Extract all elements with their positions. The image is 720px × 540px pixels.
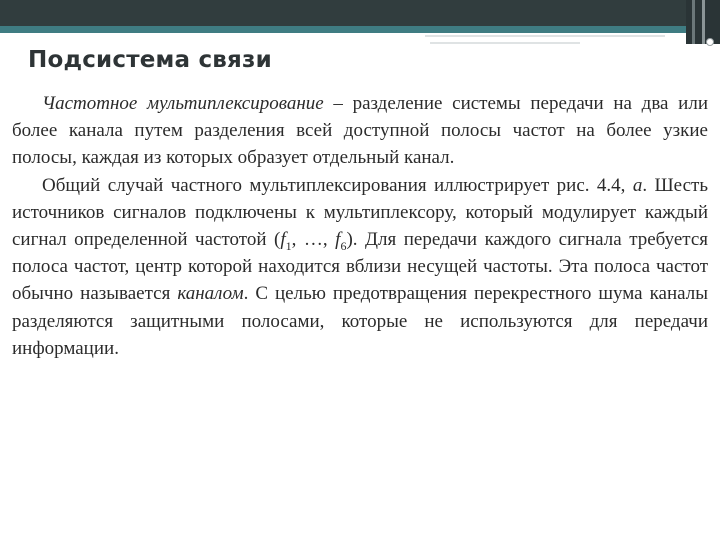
term-frequency-multiplexing: Частотное мультиплексирование xyxy=(42,93,324,114)
frequency-symbol: f xyxy=(280,229,286,251)
corner-stripe xyxy=(702,0,705,44)
slide-body xyxy=(12,90,708,362)
paragraph-text: . Шесть источников сигналов подключены к мультиплексору, который модулирует каждый сигнал определенной частотой ( xyxy=(12,174,708,251)
slide-header-bar xyxy=(0,0,720,26)
paragraph-text: Общий случай частного мультиплексирования иллюстрирует рис. 4.4, xyxy=(42,174,633,196)
decorative-line xyxy=(430,42,580,44)
paragraph-definition xyxy=(12,90,708,172)
paragraph-text: . С целью предотвращения перекрестного шума каналы разделяются защитными полосами, которые не используются для передачи информации. xyxy=(12,283,708,359)
definition-text: – разделение системы передачи на два или более канала путем разделения всей доступной полосы частот на более узкие полосы, каждая из которых образует отдельный канал. xyxy=(12,93,708,169)
corner-stripe xyxy=(692,0,695,44)
figure-letter: а xyxy=(632,174,643,196)
frequency-subscript: 6 xyxy=(340,238,347,253)
frequency-symbol: f xyxy=(335,229,341,251)
decorative-dot xyxy=(706,38,714,46)
paragraph-text: , …, xyxy=(291,229,336,251)
slide-accent-line xyxy=(0,26,720,33)
decorative-line xyxy=(425,35,665,37)
paragraph-text: ). Для передачи каждого сигнала требуется полоса частот, центр которой находится вблизи несущей частоты. Эта полоса частот обычно называется xyxy=(12,229,708,305)
corner-decoration xyxy=(686,0,720,44)
slide-title: Подсистема связи xyxy=(28,47,272,73)
term-channel: каналом xyxy=(177,283,244,305)
paragraph-general-case xyxy=(12,172,708,362)
frequency-subscript: 1 xyxy=(285,238,292,253)
